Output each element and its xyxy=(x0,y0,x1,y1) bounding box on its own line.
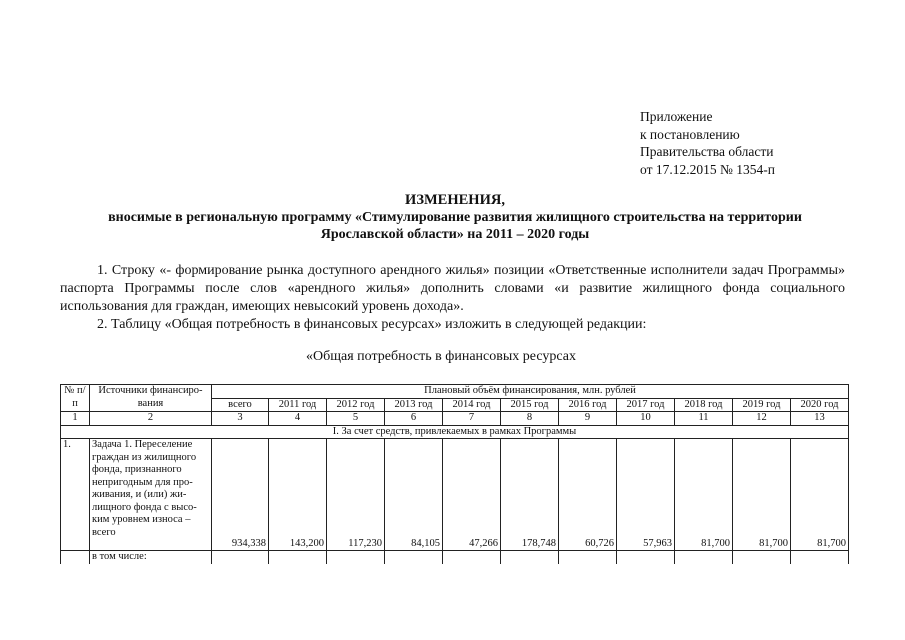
row-value: 117,230 xyxy=(327,439,385,551)
row-value xyxy=(269,551,327,564)
row-value: 934,338 xyxy=(212,439,269,551)
row-value: 143,200 xyxy=(269,439,327,551)
table-row xyxy=(61,439,849,551)
appendix-line: Приложение xyxy=(640,109,713,124)
title-subtitle: Ярославской области» на 2011 – 2020 годы xyxy=(320,227,590,242)
paragraph-2: 2. Таблицу «Общая потребность в финансовых ресурсах» изложить в следующей редакции: xyxy=(97,317,647,332)
financing-table xyxy=(60,384,849,564)
column-number: 2 xyxy=(90,412,212,426)
column-number: 1 xyxy=(61,412,90,426)
appendix-line: от 17.12.2015 № 1354-п xyxy=(640,161,775,177)
row-value xyxy=(212,551,269,564)
header-year: 2015 год xyxy=(501,398,559,412)
row-value xyxy=(675,551,733,564)
header-year: 2019 год xyxy=(733,398,791,412)
row-value: 47,266 xyxy=(443,439,501,551)
section-title: I. За счет средств, привлекаемых в рамках Программы xyxy=(61,425,849,439)
column-number-row xyxy=(61,412,849,426)
header-source: Источники финансиро-вания xyxy=(90,385,212,412)
row-value xyxy=(559,551,617,564)
table-caption: «Общая потребность в финансовых ресурсах xyxy=(306,349,576,364)
header-year: 2018 год xyxy=(675,398,733,412)
row-value xyxy=(443,551,501,564)
row-value xyxy=(791,551,849,564)
header-year: 2016 год xyxy=(559,398,617,412)
appendix-line: к постановлению xyxy=(640,126,740,142)
header-row xyxy=(61,385,849,399)
row-value: 81,700 xyxy=(675,439,733,551)
header-year: 2012 год xyxy=(327,398,385,412)
row-value xyxy=(733,551,791,564)
column-number: 7 xyxy=(443,412,501,426)
header-year: 2013 год xyxy=(385,398,443,412)
header-planned: Плановый объём финансирования, млн. рублей xyxy=(212,385,849,399)
row-value: 81,700 xyxy=(791,439,849,551)
header-num: № п/п xyxy=(61,385,90,412)
row-value: 81,700 xyxy=(733,439,791,551)
header-year: 2020 год xyxy=(791,398,849,412)
title-subtitle: вносимые в региональную программу «Стимулирование развития жилищного строительства на территории xyxy=(108,210,802,225)
row-value: 178,748 xyxy=(501,439,559,551)
header-total: всего xyxy=(212,398,269,412)
table-row xyxy=(61,551,849,564)
column-number: 9 xyxy=(559,412,617,426)
header-year: 2011 год xyxy=(269,398,327,412)
row-label: Задача 1. Переселение граждан из жилищного фонда, признанного непригодным для про-живания, и (или) жи-лищного фонда с высо-ким уровнем износа – всего xyxy=(90,439,212,551)
header-year: 2017 год xyxy=(617,398,675,412)
appendix-line: Правительства области xyxy=(640,144,774,159)
column-number: 3 xyxy=(212,412,269,426)
row-value: 84,105 xyxy=(385,439,443,551)
body-text xyxy=(60,262,845,334)
header-year: 2014 год xyxy=(443,398,501,412)
row-num: 1. xyxy=(61,439,90,551)
row-label: в том числе: xyxy=(90,551,212,564)
appendix-block xyxy=(640,108,775,178)
paragraph-1: 1. Строку «- формирование рынка доступного арендного жилья» позиции «Ответственные исполнители задач Программы» паспорта Программы после слов «арендного жилья» дополнить словами «и развитие жилищного фонда социального использования для граждан, имеющих невысокий уровень дохода». xyxy=(60,263,845,314)
column-number: 4 xyxy=(269,412,327,426)
row-value: 60,726 xyxy=(559,439,617,551)
document-title xyxy=(60,192,850,243)
row-num xyxy=(61,551,90,564)
row-value xyxy=(501,551,559,564)
column-number: 12 xyxy=(733,412,791,426)
column-number: 6 xyxy=(385,412,443,426)
row-value: 57,963 xyxy=(617,439,675,551)
column-number: 13 xyxy=(791,412,849,426)
title-main: ИЗМЕНЕНИЯ, xyxy=(405,192,505,208)
column-number: 11 xyxy=(675,412,733,426)
column-number: 5 xyxy=(327,412,385,426)
row-value xyxy=(617,551,675,564)
column-number: 8 xyxy=(501,412,559,426)
row-value xyxy=(327,551,385,564)
column-number: 10 xyxy=(617,412,675,426)
row-value xyxy=(385,551,443,564)
section-row xyxy=(61,425,849,439)
